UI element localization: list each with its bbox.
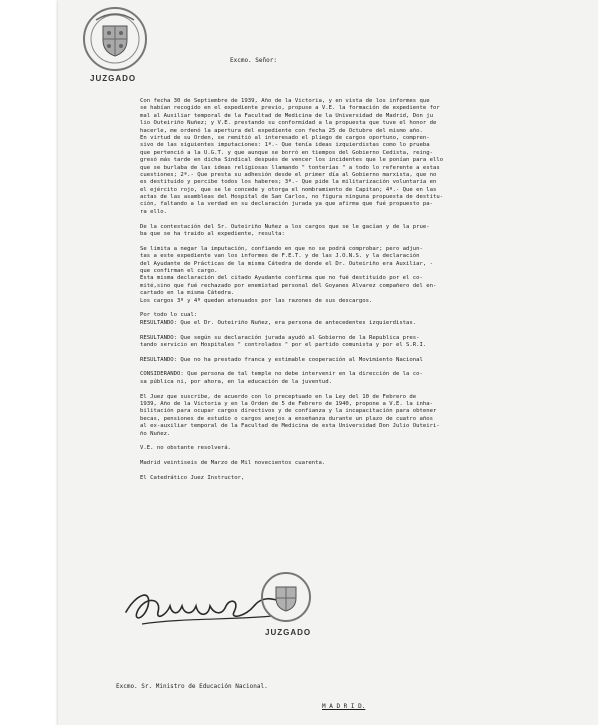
body-line [140,349,550,356]
body-line: RESULTANDO: Que el Dr. Outeiriño Nuñez, era persona de antecedentes izquierdistas. [140,319,417,326]
body-line: cuestiones; 2ª.- Que presta su adhesión desde el primer día al Gobierno marxista, que no [140,171,437,178]
body-line: se habían recogido en el expediente previo, propuse a V.E. la formación de expediente for [140,105,440,112]
body-line: mal al Auxiliar temporal de la Facultad de Medicina de la Universidad de Madrid, Don ju [140,112,433,119]
body-line: sivo de las siguientes imputaciones: 1ª.- Que tenía ideas izquierdistas como lo prueba [140,142,430,149]
body-line [140,468,550,475]
body-line: que pertenció a la U.G.T. y que aunque se borró en tiempos del Gobierno Cedista, reing- [140,149,433,156]
body-line: El Catedrático Juez Instructor, [140,474,245,481]
body-line: cartado en la misma Cátedra. [140,290,235,297]
letter-body [140,98,550,482]
body-line: mité,sino que fué rechazado por enemistad personal del Goyanes Alvarez compañero del en- [140,282,437,289]
body-line: es destituido y percibe todos los haberes; 3ª.- Que pide la militarización voluntaria en [140,179,437,186]
body-line: Con fecha 30 de Septiembre de 1939, Año de la Victoria, y en vista de los informes que [140,98,430,104]
body-line: Esta misma declaración del citado Ayudante confirma que no fué destituido por el co- [140,275,423,282]
body-line: tas a este expediente van los informes de F.E.T. y de las J.O.N.S. y la declaración [140,253,420,260]
body-line: ción, faltando a la verdad en su declaración jurada ya que afirma que fué propuesto pa- [140,201,433,208]
signature-seal-label: JUZGADO [265,628,312,637]
body-line [140,238,550,245]
body-line: V.E. no obstante resolverá. [140,445,231,452]
body-line: que se burlaba de las ideas religiosas llamando " tonterías " a todo lo referente a estas [140,164,440,171]
body-line: sa pública ni, por ahora, en la educación de la juventud. [140,378,332,385]
body-line [140,327,550,334]
body-line [140,305,550,312]
body-line: Los cargos 3º y 4º quedan atenuados por las razones de sus descargos. [140,297,373,304]
addressee-line: Excmo. Sr. Ministro de Educación Nacional. [116,683,268,690]
body-line: hacerle, me ordenó la apertura del expediente con fecha 25 de Octubre del mismo año. [140,127,423,134]
body-line: Madrid veintiseis de Marzo de Mil novecientos cuarenta. [140,460,326,467]
body-line: lio Outeiriño Nuñez; y V.E. prestando su conformidad a la propuesta que tuve el honor de [140,120,437,127]
city-line: M A D R I D. [322,703,366,710]
body-line: al ex-auxiliar temporal de la Facultad de Medicina de esta Universidad Don Julio Outeiri- [140,423,440,430]
body-line: ba que se ha traido al expediente, resulta: [140,231,285,238]
body-line: CONSIDERANDO: Que persona de tal temple no debe intervenir en la dirección de la co- [140,371,423,378]
body-line: actas de las asambleas del Hospital de San Carlos, no figura ninguna propuesta de destitu- [140,194,444,201]
body-line: El Juez que suscribe, de acuerdo con lo preceptuado en la Ley del 10 de Febrero de [140,393,417,400]
document-page [58,0,598,725]
body-line: tando servicio en Hospitales " controlados " por el partido comunista y por el S.R.I. [140,341,427,348]
body-line: Por todo lo cual: [140,312,198,319]
body-line: RESULTANDO: Que según su declaración jurada ayudó al Gobierno de la Republica pres- [140,334,420,341]
body-line: ño Nuñez. [140,430,171,437]
body-line: En virtud de su Orden, se remitió al interesado el pliego de cargos oportuno, compren- [140,134,430,141]
body-line [140,216,550,223]
body-line: gresó más tarde en dicha Sindical después de vencer los incidentes que le ponían para ello [140,157,444,164]
body-line: becas, pensiones de estudio o cargos anejos a enseñanza durante un plazo de cuatro años [140,415,433,422]
body-line: De la contestación del Sr. Outeiriño Nuñez a los cargos que se le gacían y de la prue- [140,223,430,230]
body-line: RESULTANDO: Que no ha prestado franca y estimable cooperación al Movimiento Nacional [140,356,423,363]
salutation: Excmo. Señor: [230,57,277,64]
body-line [140,386,550,393]
body-line: 1939, Año de la Victoria y en la Orden de 5 de Febrero de 1940, propone a V.E. la inha- [140,401,433,408]
body-line: el ejército rojo, que se le concede y otorga el nombramiento de Capitan; 4ª.- Que en las [140,186,437,193]
body-line: Se limita a negar la imputación, confiando en que no se podrá comprobar; pero adjun- [140,245,423,252]
body-line: ra ello. [140,208,167,215]
body-line [140,453,550,460]
court-seal-label: JUZGADO [90,74,137,83]
court-seal-stamp [82,6,148,72]
body-line: bilitación para ocupar cargos directivos y de confianza y la incapacitación para obtener [140,408,437,415]
signature-seal-stamp [260,571,312,623]
body-line: que confirman el cargo. [140,267,218,274]
body-line: del Ayudante de Prácticas de la misma Cátedra de donde el Dr. Outeiriño era Auxiliar, - [140,260,433,267]
